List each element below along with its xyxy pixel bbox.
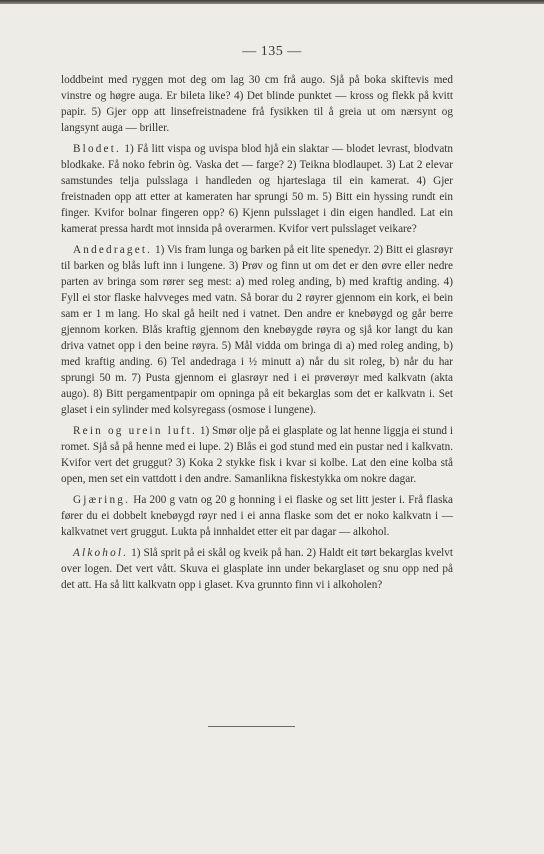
section-end-rule — [208, 726, 295, 727]
paragraph-rein-og-urein-luft — [61, 423, 453, 487]
paragraph-text: Ha 200 g vatn og 20 g honning i ei flaske og set litt jester i. Frå flaska fører du ei dobbelt knebøygd røyr ned i ei anna flaske som det er noko kalkvatn i — kalkvatnet vert gruggut. Lukta på innhaldet etter eit par dagar — alkohol. — [61, 494, 453, 538]
paragraph-text: 1) Vis fram lunga og barken på eit lite spenedyr. 2) Bitt ei glasrøyr til barken og blås luft inn i lungene. 3) Prøv og finn ut om det er den øvre eller nedre parten av bringa som rører seg mest: a) med roleg anding, b) med kraftig anding. 4) Fyll ei stor flaske halvveges med vatn. Så borar du 2 røyrer gjennom ein kork, ei bein sam er 1 m lang. Ho skal gå heilt ned i vatnet. Den andre er knebøygd og går berre gjennom korken. Blås kraftig gjennom den knebøygde røyra og sjå kor langt du kan driva vatnet opp i den beine røyra. 5) Mål vidda om bringa di a) med roleg anding, b) med kraftig anding. 6) Tel andedraga i ½ minutt a) når du sit roleg, b) når du har sprungi 50 m. 7) Pusta gjennom ei glasrøyr ned i ei prøverøyr med kalkvatn (akta augo). 8) Bitt pergamentpapir om opninga på eit bekarglas som det er kalkvatn i. Set glaset i ein sylinder med kolsyregass (osmose i lungene). — [61, 244, 453, 416]
paragraph-text: 1) Slå sprit på ei skål og kveik på han. 2) Haldt eit tørt bekarglas kvelvt over logen. Det vert vått. Skuva ei glasplate inn under bekarglaset og snu opp ned på det att. Ha så litt kalkvatn opp i glaset. Kva grunnto finn vi i alkoholen? — [61, 547, 453, 591]
section-heading-blodet: Blodet. — [73, 143, 122, 155]
section-heading-andedraget: Andedraget. — [73, 244, 153, 256]
section-heading-rein-og-urein-luft: Rein og urein luft. — [73, 425, 198, 437]
paragraph-gjaering — [61, 492, 453, 540]
paragraph-text: 1) Smør olje på ei glasplate og lat henne liggja ei stund i romet. Sjå så på henne med ei lupe. 2) Blås ei god stund med ein pustar ned i kalkvatn. Kvifor vert det gruggut? 3) Koka 2 stykke fisk i kvar si kolbe. Lat den eine kolba stå open, men set ein vattdott i den andre. Samanlikna fiskestykka om nokre dagar. — [61, 425, 453, 485]
section-heading-alkohol: Alkohol. — [73, 547, 129, 559]
section-heading-gjaering: Gjæring. — [73, 494, 131, 506]
paragraph-continued — [61, 72, 453, 136]
paragraph-text: loddbeint med ryggen mot deg om lag 30 cm frå augo. Sjå på boka skiftevis med vinstre og høgre auga. Er bileta like? 4) Det blinde punktet — kross og flekk på kvitt papir. 5) Gjer opp att linsefreistnadene frå fysikken til å greia ut om nærsynt og langsynt auga — briller. — [61, 74, 453, 134]
paragraph-text: 1) Få litt vispa og uvispa blod hjå ein slaktar — blodet levrast, blodvatn blodkake. Få noko febrin òg. Vaska det — farge? 2) Teikna blodlaupet. 3) Lat 2 elevar samstundes telja pulsslaga i handleden og hjarteslaga til ein kamerat. 4) Gjer freistnaden opp att etter at kameraten har sprungi 50 m. 5) Bitt ein hyssing rundt ein finger. Kvifor bolnar fingeren opp? 6) Kjenn pulsslaget i din eigen handled. Lat ein kamerat pressa hardt mot innsida på overarmen. Kvifor vert pulsslaget veikare? — [61, 143, 453, 235]
body-text — [61, 72, 453, 598]
paragraph-alkohol — [61, 545, 453, 593]
paragraph-andedraget — [61, 242, 453, 418]
paragraph-blodet — [61, 141, 453, 237]
page-number: — 135 — — [242, 44, 302, 59]
